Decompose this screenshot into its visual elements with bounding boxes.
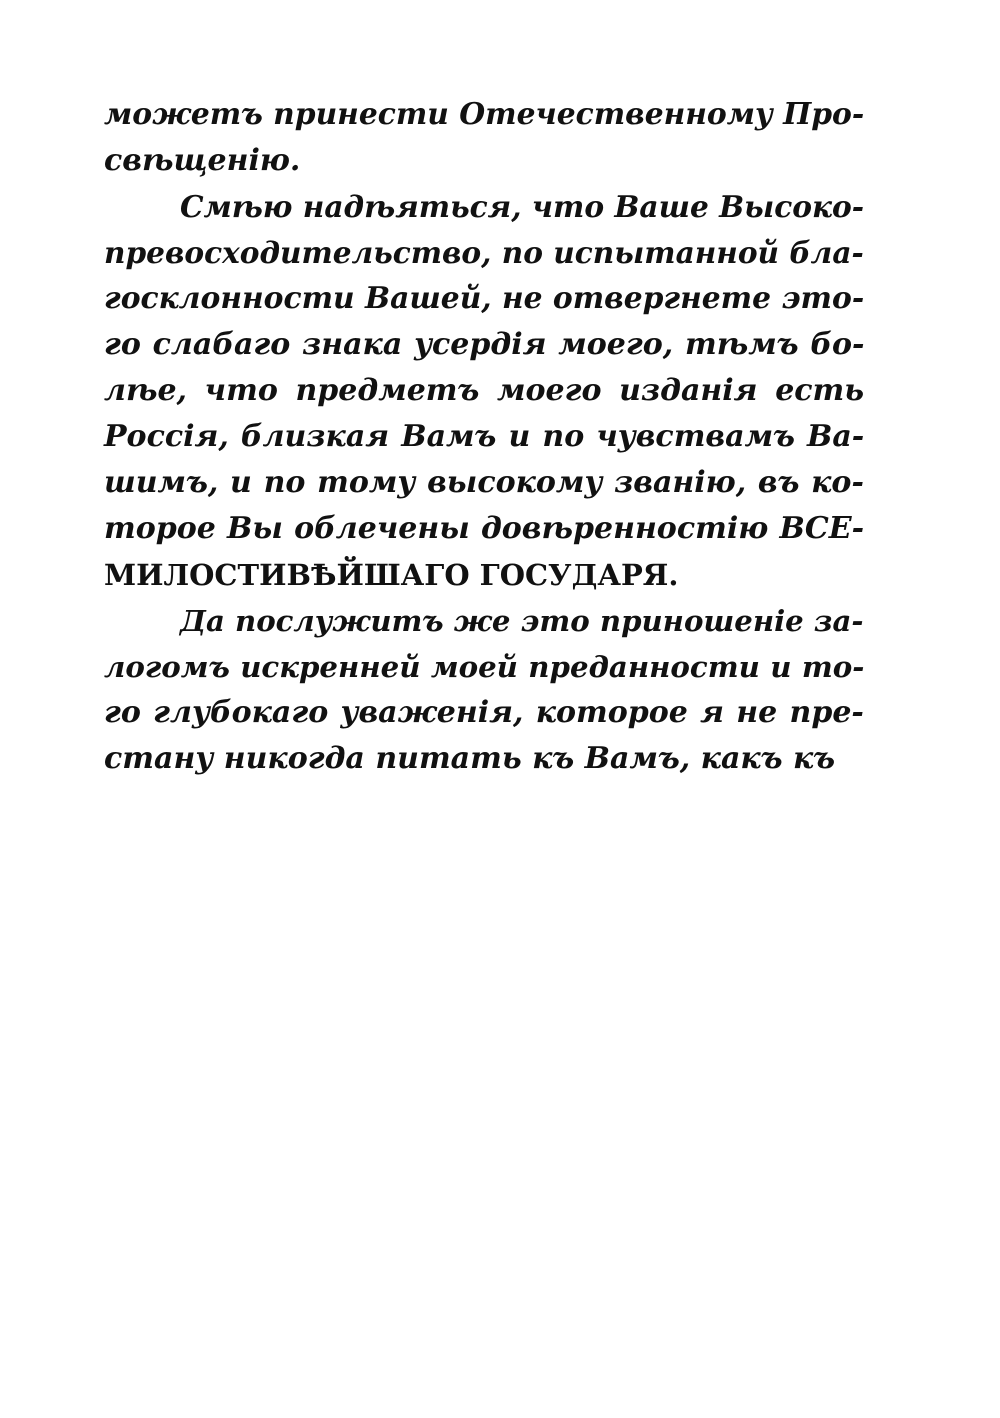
text-line-9: шимъ, и по тому высокому званію, въ ко- (104, 465, 864, 500)
text-line-10: торое Вы облечены довѣренностію ВСЕ- (104, 511, 865, 546)
text-line-2: свѣщенію. (104, 143, 301, 178)
text-line-5: госклонности Вашей, не отвергнете это- (104, 281, 865, 316)
text-line-8: Россія, близкая Вамъ и по чувствамъ Ва- (104, 419, 865, 454)
text-line-15: стану никогда питать къ Вамъ, какъ къ (104, 741, 836, 776)
text-line-1: можетъ принести Отечественному Про- (104, 97, 865, 132)
text-line-3: Смѣю надѣяться, что Ваше Высоко- (180, 189, 865, 224)
text-line-12: Да послужитъ же это приношеніе за- (180, 604, 864, 638)
text-line-7: лѣе, что предметъ моего изданія есть (104, 373, 865, 408)
text-line-6: го слабаго знака усердія моего, тѣмъ бо- (104, 327, 865, 362)
text-line-4: превосходительство, по испытанной бла- (104, 235, 864, 270)
text-line-13: логомъ искренней моей преданности и то- (104, 650, 865, 684)
text-line-11: МИЛОСТИВѢЙШАГО ГОСУДАРЯ. (104, 558, 679, 592)
text-line-14: го глубокаго уваженія, которое я не пре- (104, 695, 864, 730)
